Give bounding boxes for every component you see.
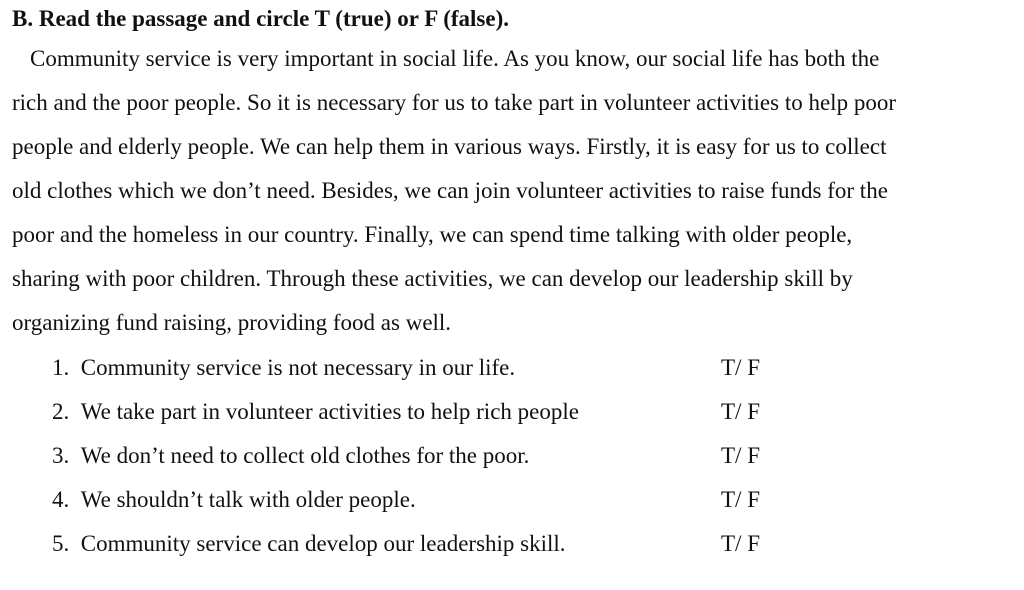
question-item (52, 351, 812, 395)
question-number: 1. (52, 355, 75, 380)
passage-line: old clothes which we don’t need. Besides, we can join volunteer activities to raise funds for the (12, 178, 888, 203)
true-false-choice[interactable]: T/ F (721, 399, 760, 424)
true-false-choice[interactable]: T/ F (721, 443, 760, 468)
question-item (52, 439, 812, 483)
question-item (52, 483, 812, 527)
true-false-choice[interactable]: T/ F (721, 355, 760, 380)
true-false-choice[interactable]: T/ F (721, 487, 760, 512)
question-number: 5. (52, 531, 75, 556)
question-number: 2. (52, 399, 75, 424)
question-text: We take part in volunteer activities to help rich people (80, 399, 579, 424)
question-item (52, 395, 812, 439)
question-item (52, 527, 812, 571)
passage-line: Community service is very important in social life. As you know, our social life has both the (30, 46, 880, 71)
passage-line: sharing with poor children. Through these activities, we can develop our leadership skill by (12, 266, 853, 291)
true-false-choice[interactable]: T/ F (721, 531, 760, 556)
question-text: Community service can develop our leadership skill. (80, 531, 566, 556)
question-text: We shouldn’t talk with older people. (80, 487, 416, 512)
reading-passage (12, 42, 1012, 350)
question-text: We don’t need to collect old clothes for the poor. (80, 443, 530, 468)
question-text: Community service is not necessary in our life. (80, 355, 516, 380)
passage-line: rich and the poor people. So it is necessary for us to take part in volunteer activities to help poor (12, 90, 896, 115)
question-list (52, 351, 812, 571)
passage-line: poor and the homeless in our country. Finally, we can spend time talking with older people, (12, 222, 853, 247)
passage-line: organizing fund raising, providing food as well. (12, 310, 452, 335)
passage-line: people and elderly people. We can help them in various ways. Firstly, it is easy for us to collect (12, 134, 887, 159)
question-number: 4. (52, 487, 75, 512)
section-heading: B. Read the passage and circle T (true) or F (false). (12, 6, 510, 31)
question-number: 3. (52, 443, 75, 468)
